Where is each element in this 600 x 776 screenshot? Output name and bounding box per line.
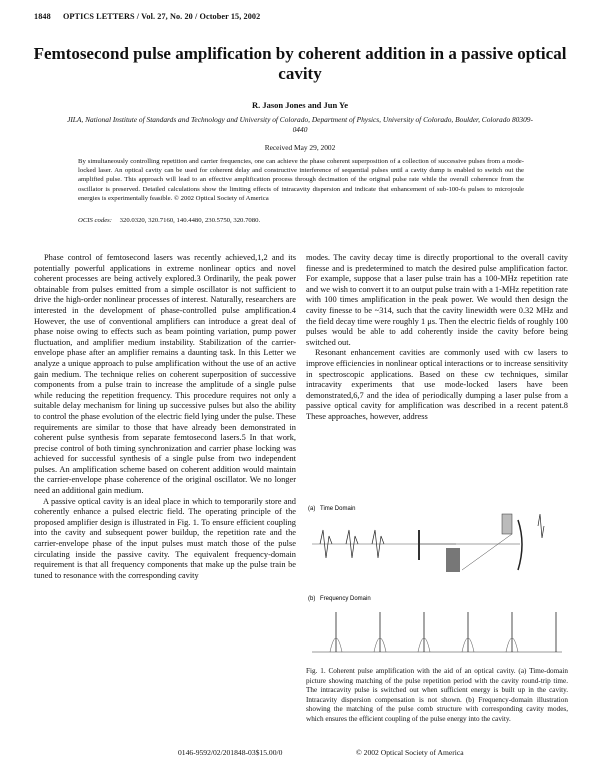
paragraph: A passive optical cavity is an ideal place in which to temporarily store and coherently enhance a pulsed electric field. The operating principle of the proposed amplifier design is illustrated in Fig. 1. To ensure efficient coupling into the cavity and subsequent power buildup, the repetition rate and the carrier-envelope phase of the input pulses must match those of the pulse circulating inside the passive cavity. The equivalent frequency-domain requirement is that all frequency components that make up the pulse train be tuned to resonance with the corresponding cavity xyxy=(34,496,296,580)
author-list: R. Jason Jones and Jun Ye xyxy=(251,100,349,110)
ocis-values: 320.0320, 320.7160, 140.4480, 230.5750, 320.7080. xyxy=(119,217,261,224)
panel-a-label: (a) xyxy=(308,506,316,512)
ocis-codes xyxy=(78,217,524,224)
paragraph: Resonant enhancement cavities are commonly used with cw lasers to improve efficiencies in nonlinear optical interactions or to increase sensitivity in spectroscopic applications. Based on these cw techniques, similar intracavity experiments that use mode-locked lasers have been demonstrated,6,7 and the idea of periodically dumping a laser pulse from a passive optical cavity for amplification was described in a recent patent.8 These approaches, however, address xyxy=(306,348,568,421)
journal-citation: OPTICS LETTERS / Vol. 27, No. 20 / October 15, 2002 xyxy=(62,12,261,21)
body-column-right xyxy=(306,253,568,423)
panel-b-title: Frequency Domain xyxy=(320,596,371,602)
comb-lines-icon xyxy=(336,612,556,652)
figure-1 xyxy=(306,500,568,664)
affiliation: JILA, National Institute of Standards and Technology and University of Colorado, Department of Physics, University of Colorado, Boulder, Colorado 80309-0440 xyxy=(67,115,533,134)
figure-caption: Fig. 1. Coherent pulse amplification with the aid of an optical cavity. (a) Time-domain picture showing matching of the pulse repetition period with the cavity round-trip time. The intracavity pulse is switched out when sufficient energy is built up in the cavity. Intracavity dispersion compensation is not shown. (b) Frequency-domain illustration showing the matching of the pulse comb structure with corresponding cavity modes, which ensures the efficient coupling of the pulse energy into the cavity. xyxy=(306,667,568,723)
ocis-label: OCIS codes: xyxy=(78,217,112,224)
paragraph: modes. The cavity decay time is directly proportional to the overall cavity finesse and is predetermined to match the desired pulse amplification factor. For example, suppose that a laser pulse train has a 100-MHz repetition rate and we wish to convert it to an output pulse train with a 1-MHz repetition rate with 100 times amplification in the peak power. We would then design the cavity finesse to be ~314, such that the cavity linewidth were 0.32 MHz and the field decay time were roughly 1 μs. Then the electric fields of roughly 100 pulses would be able to add coherently inside the cavity before being switched out. xyxy=(306,253,568,347)
copyright-notice: © 2002 Optical Society of America xyxy=(356,748,464,757)
cavity-dump-icon xyxy=(446,548,460,572)
received-date: Received May 29, 2002 xyxy=(264,143,336,152)
abstract: By simultaneously controlling repetition and carrier frequencies, one can achieve the phase coherent superposition of a collection of successive pulses from a mode-locked laser. An optical cavity can be used for coherent delay and constructive interference of sequential pulses until a cavity dump is enabled to switch out the amplified pulse. This approach will lead to an effective amplification process through decimation of the original pulse rate while the overall coherence from the oscillator is preserved. Detailed calculations show the limiting effects of intracavity dispersion and indicate that enhancement of sub-100-fs pulses to microjoule energies is experimentally feasible. © 2002 Optical Society of America xyxy=(78,158,524,202)
panel-b-label: (b) xyxy=(308,596,316,602)
figure-1-diagram xyxy=(306,500,568,664)
cavity-end-mirror-icon xyxy=(518,520,522,570)
page-number: 1848 xyxy=(34,12,51,21)
paper-title: Femtosecond pulse amplification by coherent addition in a passive optical cavity xyxy=(33,44,567,83)
paragraph: Phase control of femtosecond lasers was recently achieved,1,2 and its potentially powerful applications in extreme nonlinear optics and novel coherent processes are being actively explored.3 Ordinarily, the peak power obtainable from pulses emitted from a simple oscillator is not sufficient to drive the high-order nonlinear processes of interest. Naturally, researchers are interested in the development of phase-controlled pulse amplification.4 However, the use of conventional amplifiers can introduce a great deal of phase noise owing to effects such as beam pointing variation, pump power fluctuation, and amplifier medium instability. Stabilization of the carrier-envelope phase after an amplifier remains a daunting task. In this Letter we analyze a unique approach to pulse amplification without the use of an active gain medium. The technique relies on coherent superposition of successive components from a pulse train to increase the amplitude of a single pulse while reducing the repetition frequency. This procedure requires not only a suitable delay mechanism for lining up successive pulses but also the ability to control the phase evolution of the electric field lying under the pulse. These requirements are similar to those that have already been demonstrated in coherent pulse synthesis from separate femtosecond lasers.5 In that work, precise control of both timing synchronization and carrier phase locking was achieved for successful synthesis of a single pulse from two independent pulses. An amplification scheme based on coherent addition would maintain the carrier-envelope phase coherence of the original oscillator. We no longer need an additional gain medium. xyxy=(34,253,296,496)
switch-element-icon xyxy=(502,514,512,534)
running-header xyxy=(34,12,260,21)
dumped-beam-path xyxy=(462,534,512,570)
article-code: 0146-9592/02/201848-03$15.00/0 xyxy=(178,748,283,757)
amplified-pulse-icon xyxy=(538,514,544,538)
input-mirror-icon xyxy=(418,530,420,560)
panel-a-title: Time Domain xyxy=(320,506,356,512)
body-column-left xyxy=(34,253,296,581)
